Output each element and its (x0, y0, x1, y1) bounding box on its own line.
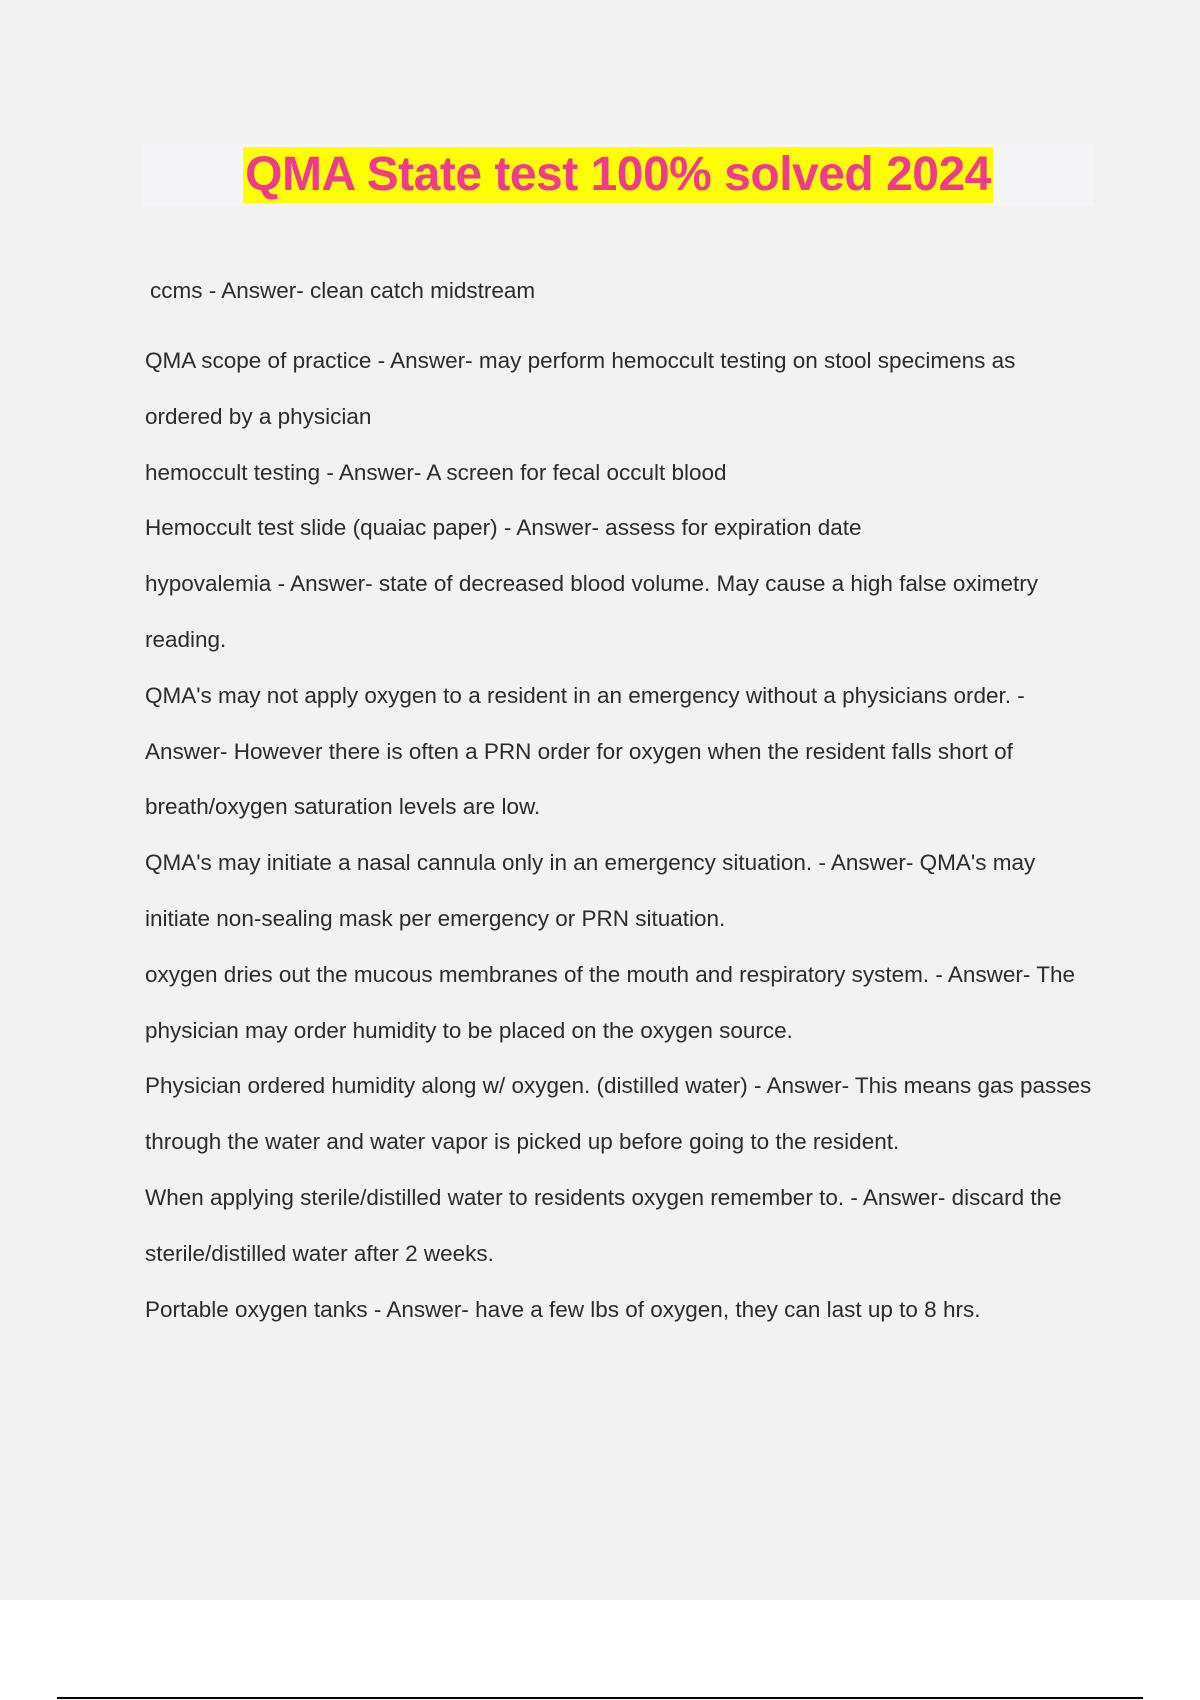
qa-entry: Physician ordered humidity along w/ oxygen. (distilled water) - Answer- This means gas passes through the water and water vapor is picked up before going to the resident. (145, 1073, 1092, 1155)
footer-divider (57, 1697, 1143, 1699)
qa-entry: ccms - Answer- clean catch midstream (150, 278, 536, 303)
qa-entry: hypovalemia - Answer- state of decreased blood volume. May cause a high false oximetry reading. (145, 571, 1038, 652)
qa-entry: Portable oxygen tanks - Answer- have a few lbs of oxygen, they can last up to 8 hrs. (145, 1296, 981, 1322)
qa-entry: QMA's may not apply oxygen to a resident in an emergency without a physicians order. - Answer- However there is often a PRN order for oxygen when the resident falls short of breath/oxygen saturation levels are low. (145, 682, 1025, 820)
qa-entry: oxygen dries out the mucous membranes of the mouth and respiratory system. - Answer- The physician may order humidity to be placed on the oxygen source. (145, 961, 1076, 1043)
qa-list (145, 263, 1095, 1337)
qa-entry: Hemoccult test slide (quaiac paper) - Answer- assess for expiration date (145, 515, 862, 541)
page-title: QMA State test 100% solved 2024 (245, 148, 991, 201)
qa-entry: QMA's may initiate a nasal cannula only in an emergency situation. - Answer- QMA's may initiate non-sealing mask per emergency or PRN situation. (145, 850, 1036, 931)
title-banner (143, 144, 1093, 206)
qa-entry: QMA scope of practice - Answer- may perform hemoccult testing on stool specimens as ordered by a physician (145, 348, 1016, 429)
qa-entry: When applying sterile/distilled water to residents oxygen remember to. - Answer- discard the sterile/distilled water after 2 weeks. (145, 1184, 1062, 1266)
qa-entry: hemoccult testing - Answer- A screen for fecal occult blood (145, 459, 727, 485)
